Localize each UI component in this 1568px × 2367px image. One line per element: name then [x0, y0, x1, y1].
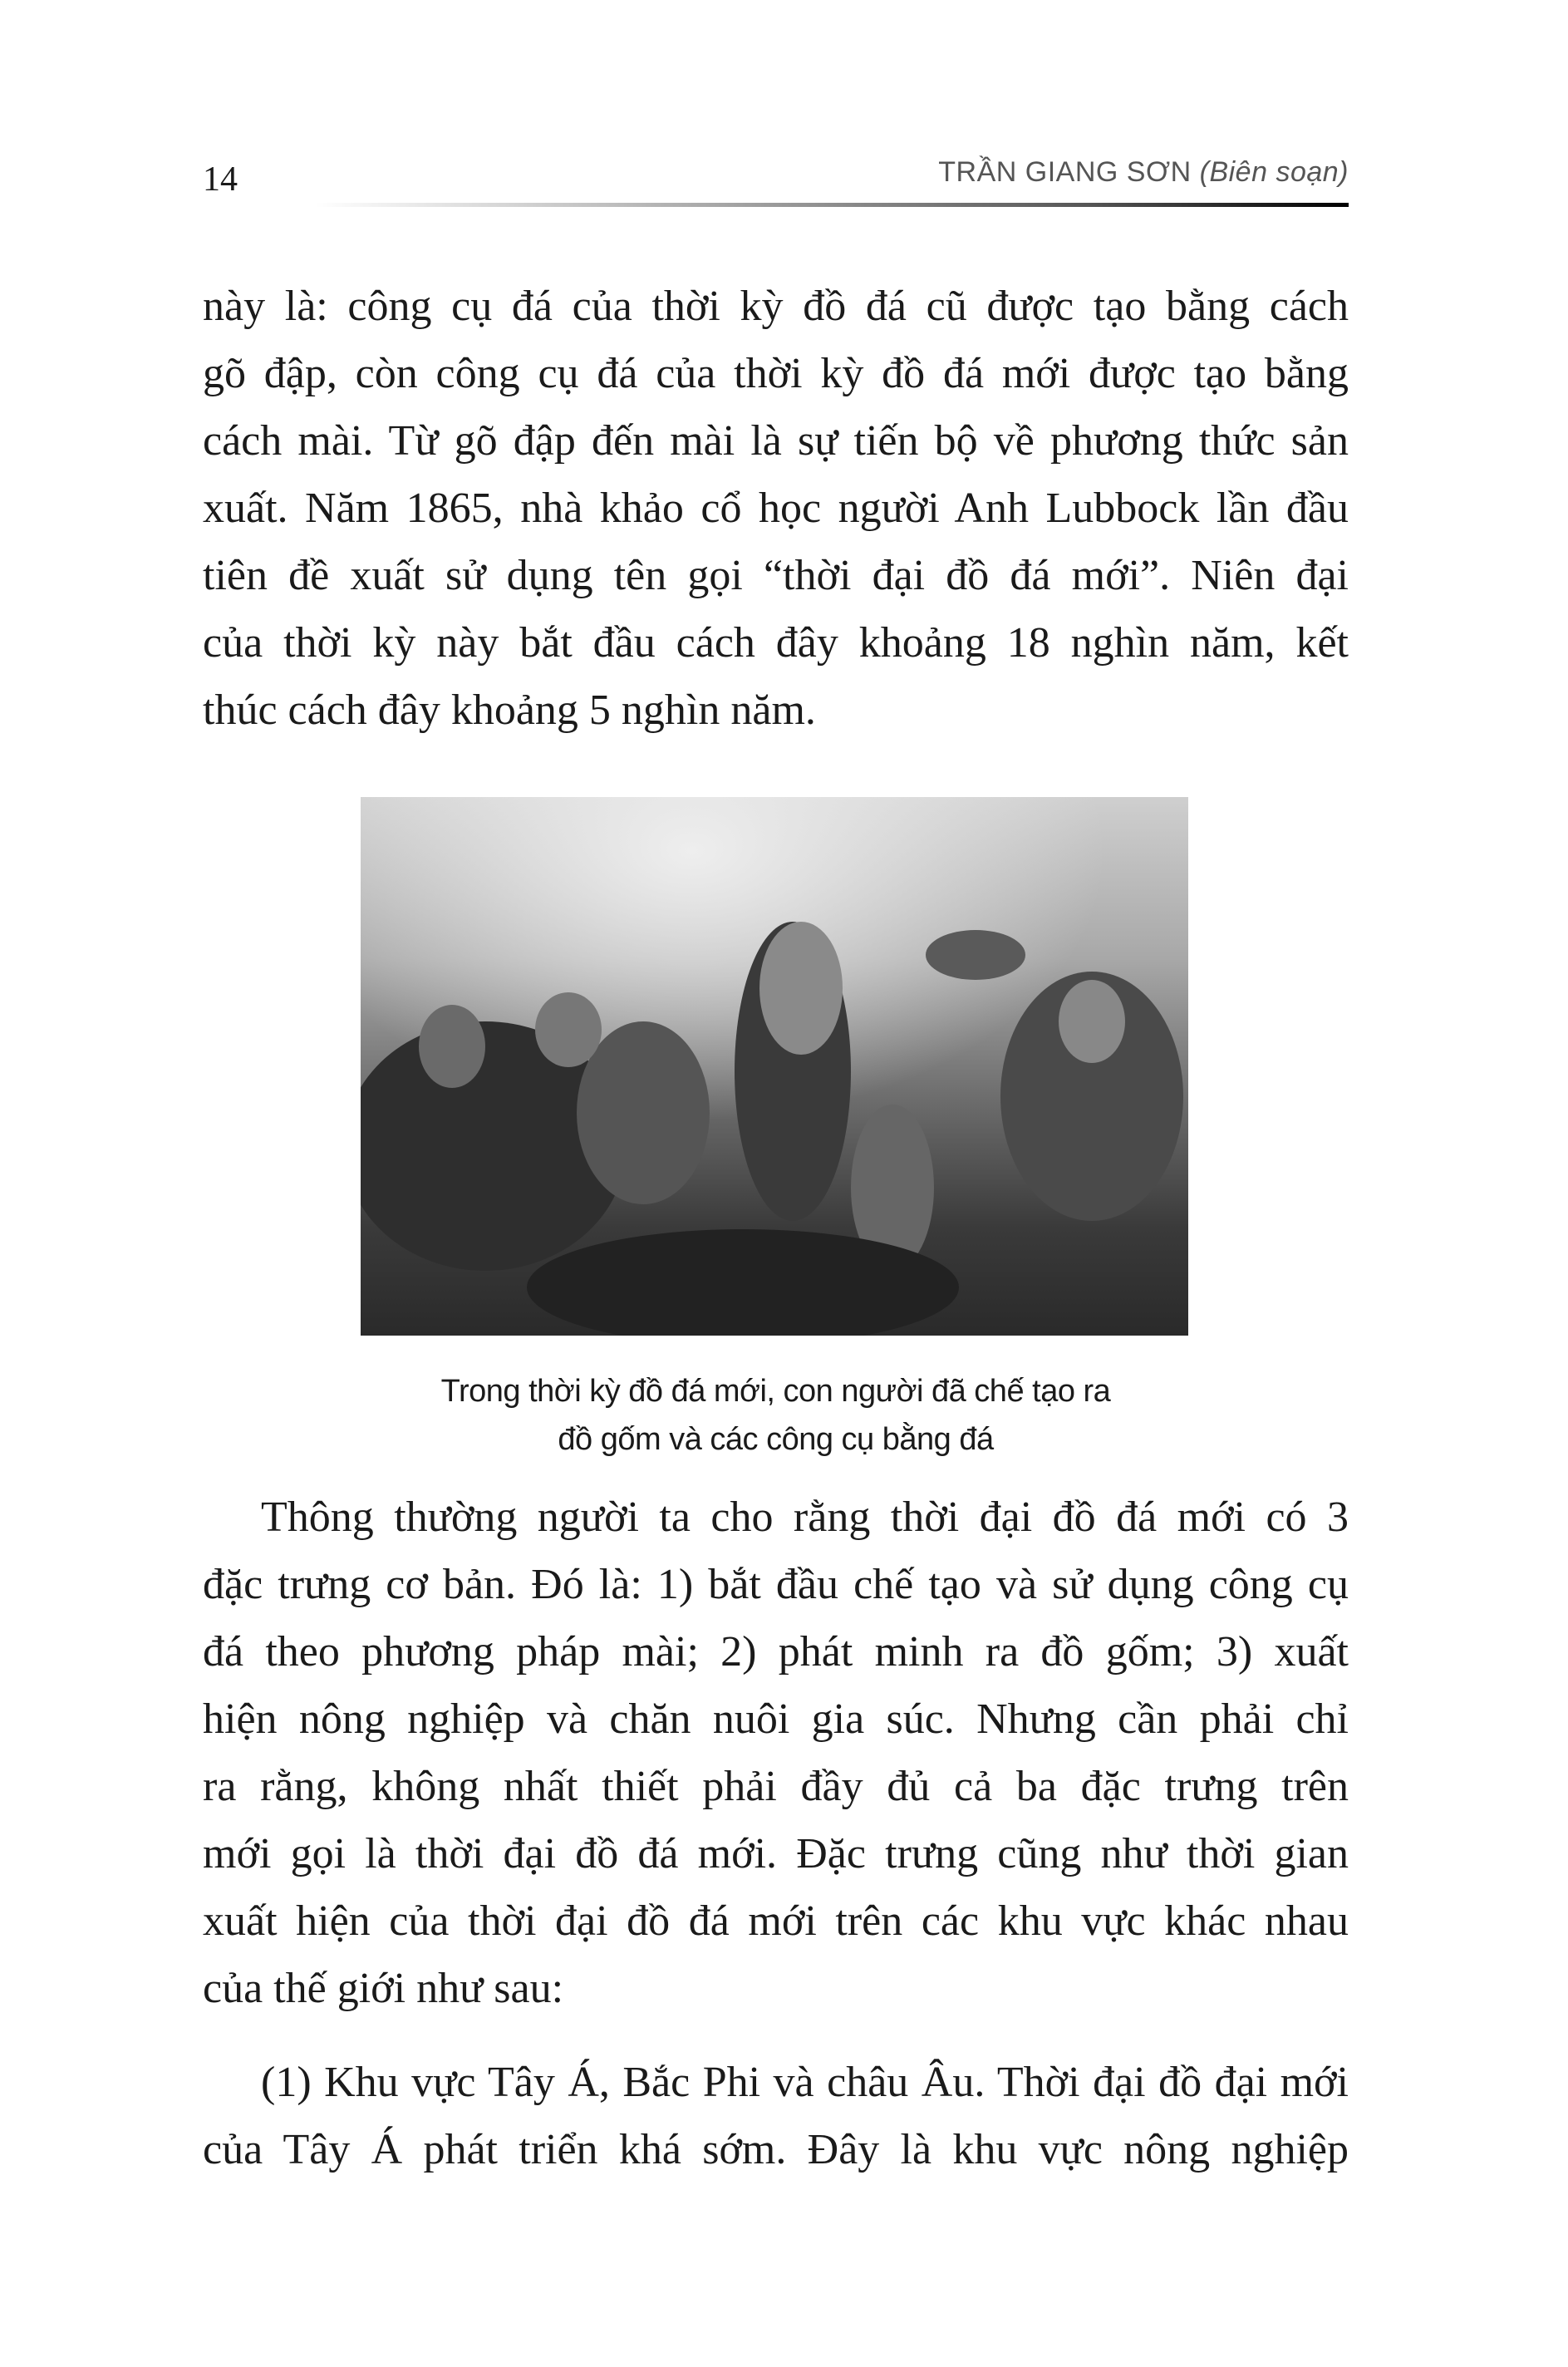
- stone-age-painting: [361, 797, 1188, 1336]
- text-line: này là: công cụ đá của thời kỳ đồ đá cũ được tạo bằng cách: [203, 283, 1349, 330]
- author-role: (Biên soạn): [1199, 156, 1349, 188]
- text-line: tiên đề xuất sử dụng tên gọi “thời đại đồ đá mới”. Niên đại: [203, 552, 1349, 599]
- header-rule: [316, 203, 1349, 207]
- figure-caption: [203, 1367, 1349, 1464]
- paragraph-3: [203, 2049, 1349, 2183]
- text-line: hiện nông nghiệp và chăn nuôi gia súc. Nhưng cần phải chỉ: [203, 1695, 1349, 1743]
- text-line: của Tây Á phát triển khá sớm. Đây là khu vực nông nghiệp: [203, 2126, 1349, 2173]
- caption-line: Trong thời kỳ đồ đá mới, con người đã chế tạo ra: [440, 1374, 1111, 1409]
- text-line: xuất hiện của thời đại đồ đá mới trên các khu vực khác nhau: [203, 1897, 1349, 1945]
- text-line: thúc cách đây khoảng 5 nghìn năm.: [203, 686, 816, 734]
- text-line: Thông thường người ta cho rằng thời đại đồ đá mới có 3: [261, 1494, 1349, 1541]
- text-line: của thế giới như sau:: [203, 1965, 564, 2012]
- text-line: của thời kỳ này bắt đầu cách đây khoảng 18 nghìn năm, kết: [203, 619, 1349, 667]
- paragraph-1: [203, 273, 1349, 744]
- author-name: TRẦN GIANG SƠN: [938, 156, 1192, 188]
- text-line: đặc trưng cơ bản. Đó là: 1) bắt đầu chế tạo và sử dụng công cụ: [203, 1561, 1349, 1608]
- text-line: xuất. Năm 1865, nhà khảo cổ học người Anh Lubbock lần đầu: [203, 485, 1349, 532]
- text-line: ra rằng, không nhất thiết phải đầy đủ cả ba đặc trưng trên: [203, 1763, 1349, 1810]
- paragraph-2: [203, 1484, 1349, 2022]
- running-header: [938, 156, 1349, 189]
- figure-photo: [361, 797, 1188, 1336]
- text-line: mới gọi là thời đại đồ đá mới. Đặc trưng cũng như thời gian: [203, 1830, 1349, 1877]
- page-number: 14: [203, 160, 238, 199]
- text-line: cách mài. Từ gõ đập đến mài là sự tiến bộ về phương thức sản: [203, 417, 1349, 465]
- text-line: (1) Khu vực Tây Á, Bắc Phi và châu Âu. Thời đại đồ đại mới: [261, 2059, 1349, 2106]
- caption-line: đồ gốm và các công cụ bằng đá: [558, 1422, 994, 1457]
- text-line: gõ đập, còn công cụ đá của thời kỳ đồ đá mới được tạo bằng: [203, 350, 1349, 397]
- text-line: đá theo phương pháp mài; 2) phát minh ra đồ gốm; 3) xuất: [203, 1628, 1349, 1676]
